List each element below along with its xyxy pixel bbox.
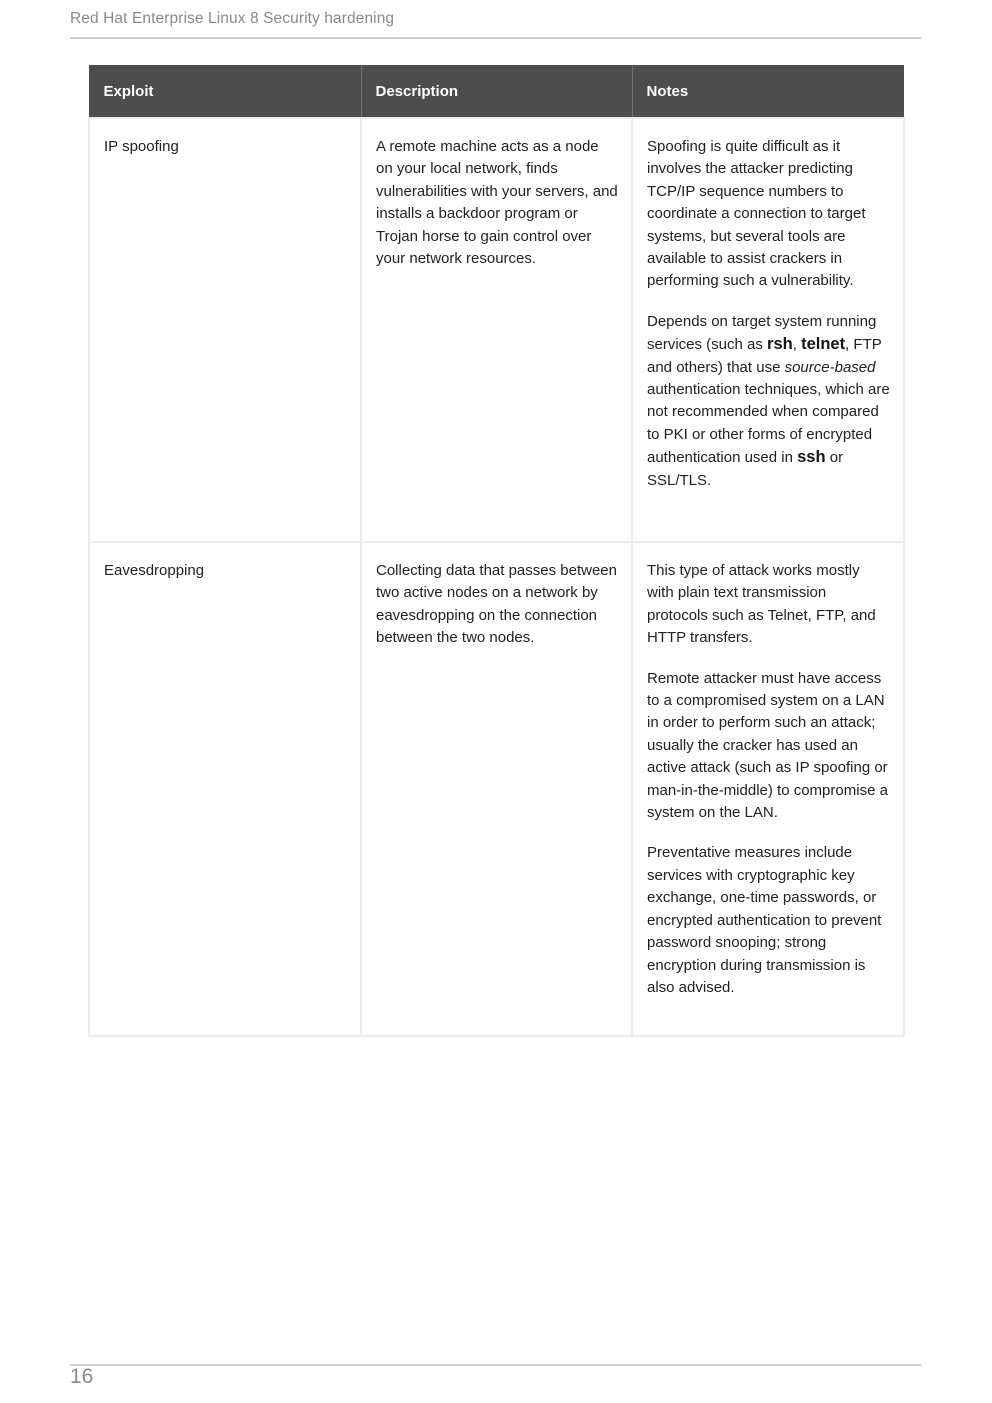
notes-paragraph: This type of attack works mostly with plain text transmission protocols such as Telnet, FTP, and HTTP transfers.: [647, 562, 876, 647]
description-cell: Collecting data that passes between two active nodes on a network by eavesdropping on the connection between the two nodes.: [361, 542, 632, 1036]
command-ssh: ssh: [797, 448, 826, 467]
column-header-description: Description: [361, 65, 632, 118]
notes-text: or SSL/TLS.: [647, 449, 844, 489]
table-row: [89, 118, 904, 542]
notes-paragraph: Remote attacker must have access to a compromised system on a LAN in order to perform such an attack; usually the cracker has used an active attack (such as IP spoofing or man-in-the-middle) to compromise a system on the LAN.: [647, 669, 888, 822]
page-number: 16: [70, 1365, 94, 1388]
running-header-title: Red Hat Enterprise Linux 8 Security hardening: [70, 10, 395, 27]
column-header-exploit: Exploit: [89, 65, 361, 118]
column-header-notes: Notes: [632, 65, 904, 118]
notes-paragraph: Spoofing is quite difficult as it involves the attacker predicting TCP/IP sequence numbers to coordinate a connection to target systems, but several tools are available to assist crackers in performing such a vulnerability.: [647, 138, 866, 290]
table-header: [89, 65, 904, 118]
command-telnet: telnet: [801, 335, 846, 354]
notes-text: authentication techniques, which are not recommended when compared to PKI or other forms of encrypted authentication used in: [647, 381, 890, 467]
notes-cell: [632, 542, 904, 1036]
notes-paragraph: [647, 311, 890, 492]
exploit-cell: IP spoofing: [89, 118, 361, 542]
notes-cell: [632, 118, 904, 542]
exploit-cell: Eavesdropping: [89, 542, 361, 1036]
header-row: [89, 65, 904, 118]
exploits-table: [88, 65, 905, 1037]
emphasis-text: source-based: [784, 358, 876, 376]
table-row: [89, 542, 904, 1036]
notes-text: , FTP and others) that use: [647, 336, 882, 376]
notes-text: Depends on target system running services (such as: [647, 312, 877, 354]
notes-paragraph: Preventative measures include services with cryptographic key exchange, one-time passwords, or encrypted authentication to prevent password snooping; strong encryption during transmission is also advised.: [647, 844, 882, 996]
description-cell: A remote machine acts as a node on your local network, finds vulnerabilities with your servers, and installs a backdoor program or Trojan horse to gain control over your network resources.: [361, 118, 632, 542]
footer-divider: [70, 1364, 921, 1366]
command-rsh: rsh: [767, 335, 793, 354]
table-body: [89, 118, 904, 1036]
header-divider: [70, 37, 921, 39]
notes-text: ,: [792, 336, 802, 354]
